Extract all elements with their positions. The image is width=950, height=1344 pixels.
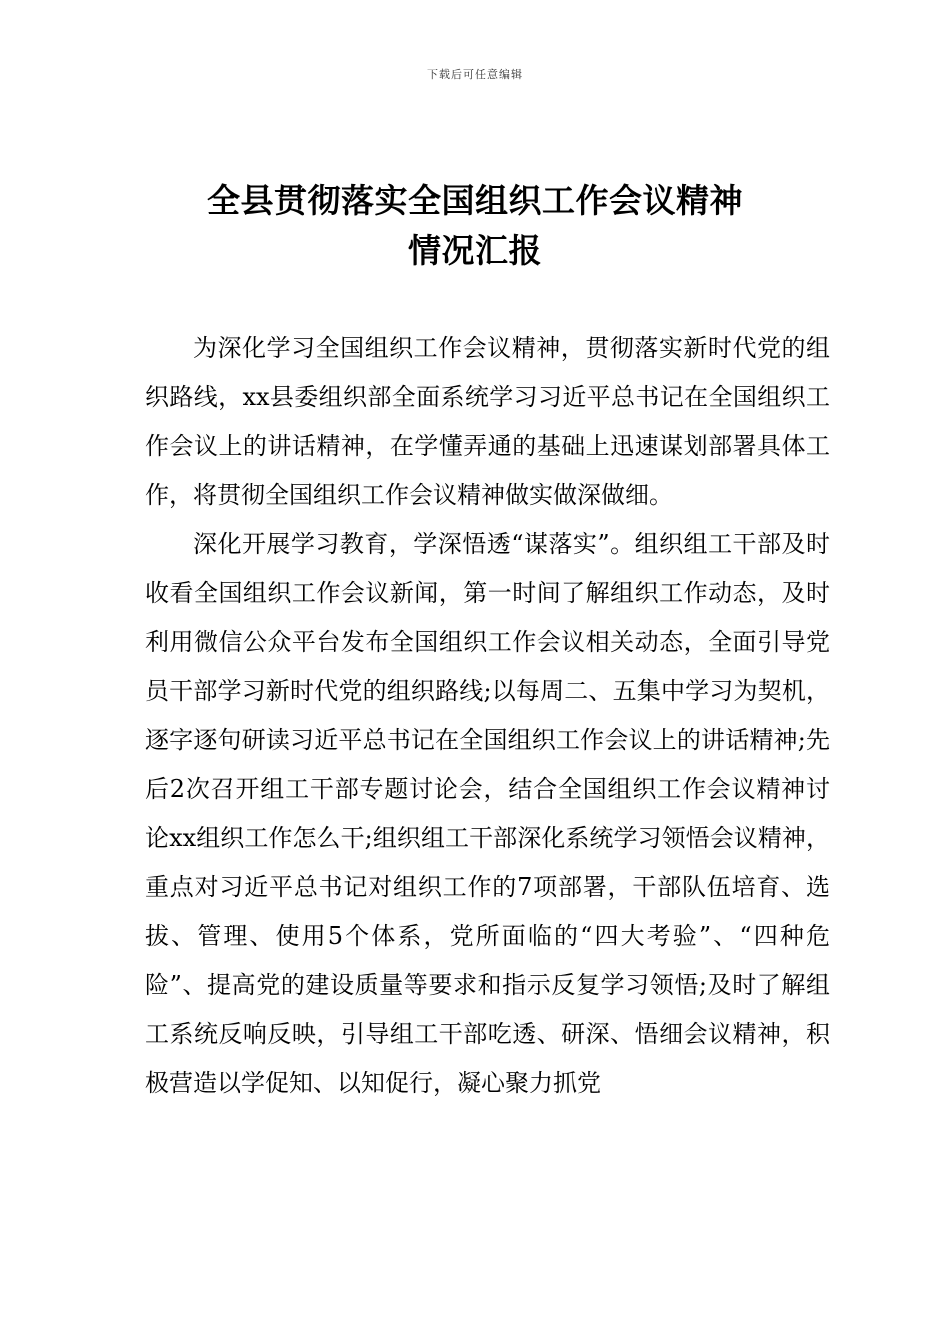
title-line-2: 情况汇报	[408, 231, 542, 270]
document-title	[100, 176, 850, 276]
paragraph: 为深化学习全国组织工作会议精神，贯彻落实新时代党的组织路线，xx县委组织部全面系统学习习近平总书记在全国组织工作会议上的讲话精神，在学懂弄通的基础上迅速谋划部署具体工作，将贯彻全国组织工作会议精神做实做深做细。	[145, 334, 830, 509]
paragraph: 深化开展学习教育，学深悟透“谋落实”。组织组工干部及时收看全国组织工作会议新闻，第一时间了解组织工作动态，及时利用微信公众平台发布全国组织工作会议相关动态，全面引导党员干部学习新时代党的组织路线;以每周二、五集中学习为契机，逐字逐句研读习近平总书记在全国组织工作会议上的讲话精神;先后2次召开组工干部专题讨论会，结合全国组织工作会议精神讨论xx组织工作怎么干;组织组工干部深化系统学习领悟会议精神，重点对习近平总书记对组织工作的7项部署，干部队伍培育、选拔、管理、使用5个体系，党所面临的“四大考验”、“四种危险”、提高党的建设质量等要求和指示反复学习领悟;及时了解组工系统反响反映，引导组工干部吃透、研深、悟细会议精神，积极营造以学促知、以知促行，凝心聚力抓党	[145, 530, 830, 1097]
title-line-1: 全县贯彻落实全国组织工作会议精神	[207, 181, 743, 220]
document-body	[145, 324, 830, 1108]
header-note: 下载后可任意编辑	[427, 68, 523, 81]
